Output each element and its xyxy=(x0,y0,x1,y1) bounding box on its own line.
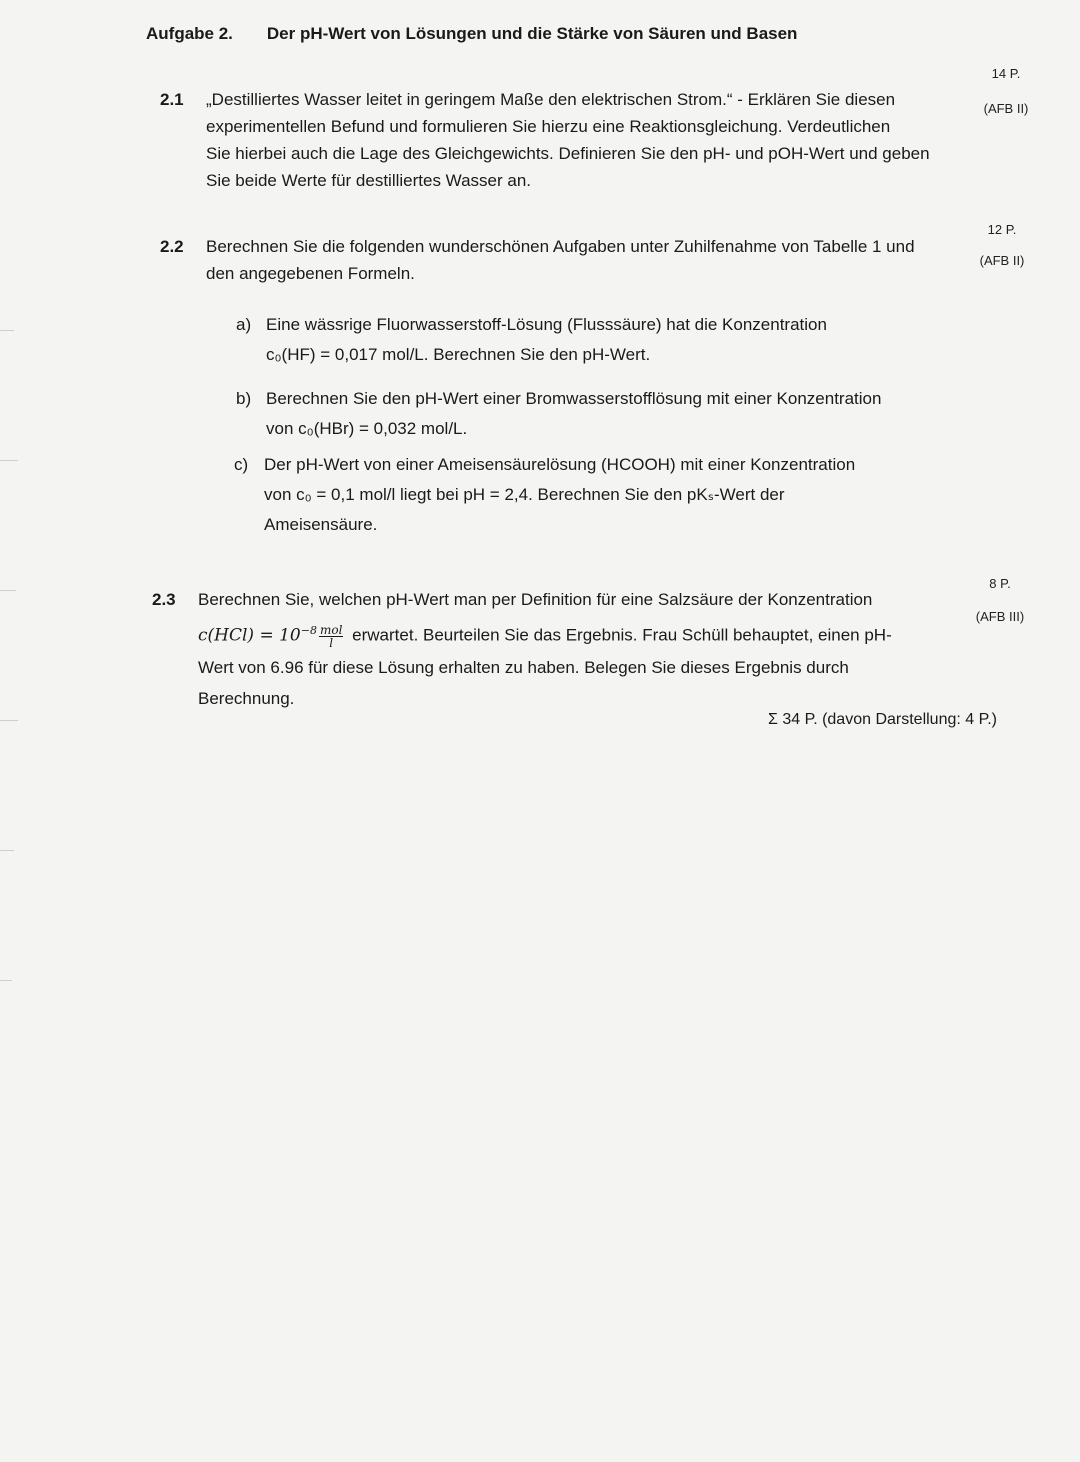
subtask-label: b) xyxy=(236,389,252,408)
task-label: Aufgabe 2. xyxy=(146,24,233,43)
subtask-text xyxy=(266,384,881,444)
task-2-2 xyxy=(160,233,980,289)
points-2-2 xyxy=(962,222,1042,268)
paper-edge-line xyxy=(0,980,12,981)
task-2-1 xyxy=(160,86,980,198)
unit-fraction xyxy=(319,624,343,649)
points-value: 8 P. xyxy=(989,576,1011,591)
subtask-line: von c₀ = 0,1 mol/l liegt bei pH = 2,4. Berechnen Sie den pKₛ-Wert der xyxy=(264,485,785,504)
task-line: experimentellen Befund und formulieren Sie hierzu eine Reaktionsgleichung. Verdeutlichen xyxy=(206,117,891,136)
task-2-3 xyxy=(152,584,972,706)
task-line-rest: erwartet. Beurteilen Sie das Ergebnis. Frau Schüll behauptet, einen pH- xyxy=(352,625,892,645)
subtask-label: a) xyxy=(236,315,252,334)
paper-edge-line xyxy=(0,590,16,591)
subtask-line: c₀(HF) = 0,017 mol/L. Berechnen Sie den pH-Wert. xyxy=(266,345,651,364)
formula-exponent: −8 xyxy=(300,624,317,637)
subtask-text xyxy=(264,450,855,540)
task-line: Sie hierbei auch die Lage des Gleichgewichts. Definieren Sie den pH- und pOH-Wert und geben xyxy=(206,144,930,163)
task-title: Der pH-Wert von Lösungen und die Stärke von Säuren und Basen xyxy=(266,24,798,43)
task-line: „Destilliertes Wasser leitet in geringem Maße den elektrischen Strom.“ - Erklären Sie diesen xyxy=(206,90,896,109)
subtask-line: Eine wässrige Fluorwasserstoff-Lösung (Flusssäure) hat die Konzentration xyxy=(266,315,827,334)
task-header xyxy=(146,24,797,44)
task-text xyxy=(206,86,970,194)
hcl-concentration-formula: c(HCl) = 10 xyxy=(198,625,301,646)
afb-level: (AFB II) xyxy=(979,253,1025,268)
task-number: 2.3 xyxy=(152,590,176,609)
points-value: 12 P. xyxy=(987,222,1017,237)
subtask-line: Der pH-Wert von einer Ameisensäurelösung (HCOOH) mit einer Konzentration xyxy=(264,455,856,474)
task-line-formula xyxy=(198,615,962,652)
points-value: 14 P. xyxy=(991,66,1021,81)
points-2-1 xyxy=(966,66,1046,116)
afb-level: (AFB II) xyxy=(983,101,1029,116)
task-line: Berechnen Sie die folgenden wunderschönen Aufgaben unter Zuhilfenahme von Tabelle 1 und xyxy=(206,237,915,256)
task-line: Wert von 6.96 für diese Lösung erhalten zu haben. Belegen Sie dieses Ergebnis durch xyxy=(198,657,849,677)
subtask-a xyxy=(236,310,936,372)
subtask-line: Berechnen Sie den pH-Wert einer Bromwasserstofflösung mit einer Konzentration xyxy=(266,389,882,408)
subtask-b xyxy=(236,384,976,446)
total-points-sum: Σ 34 P. (davon Darstellung: 4 P.) xyxy=(768,711,997,728)
subtask-line: Ameisensäure. xyxy=(264,515,378,534)
task-line: Sie beide Werte für destilliertes Wasser an. xyxy=(206,171,532,190)
task-line: den angegebenen Formeln. xyxy=(206,264,415,283)
paper-edge-line xyxy=(0,720,18,721)
task-text xyxy=(206,233,970,287)
subtask-label: c) xyxy=(234,455,249,474)
task-line: Berechnen Sie, welchen pH-Wert man per Definition für eine Salzsäure der Konzentration xyxy=(198,590,873,609)
paper-edge-line xyxy=(0,330,14,331)
subtask-c xyxy=(234,450,974,542)
task-text xyxy=(198,584,962,714)
points-2-3 xyxy=(960,576,1040,624)
paper-edge-line xyxy=(0,460,18,461)
paper-edge-line xyxy=(0,850,14,851)
subtask-text xyxy=(266,310,827,370)
subtask-line: von c₀(HBr) = 0,032 mol/L. xyxy=(266,419,468,438)
task-number: 2.2 xyxy=(160,237,184,256)
afb-level: (AFB III) xyxy=(975,609,1025,624)
fraction-numerator: mol xyxy=(319,622,343,637)
task-number: 2.1 xyxy=(160,90,184,109)
fraction-denominator: l xyxy=(329,635,334,650)
task-line: Berechnung. xyxy=(198,688,295,708)
